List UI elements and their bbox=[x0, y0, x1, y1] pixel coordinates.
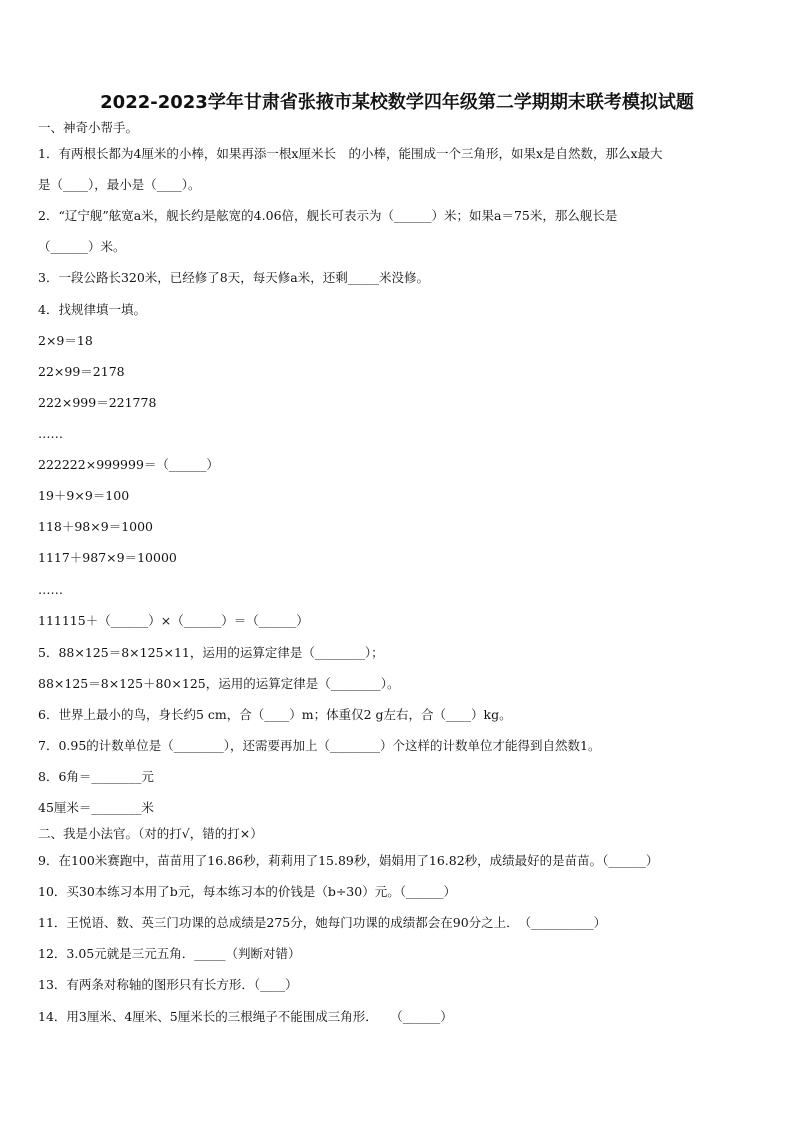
question-4-heading: 4．找规律填一填。 bbox=[38, 302, 146, 317]
question-6: 6．世界上最小的鸟，身长约5 cm，合（____）m；体重仅2 g左右，合（____）kg。 bbox=[38, 707, 512, 722]
question-7: 7．0.95的计数单位是（________），还需要再加上（________）个这样的计数单位才能得到自然数1。 bbox=[38, 738, 601, 753]
exam-title: 2022-2023学年甘肃省张掖市某校数学四年级第二学期期末联考模拟试题 bbox=[100, 92, 694, 113]
question-13: 13．有两条对称轴的图形只有长方形．（____） bbox=[38, 977, 298, 992]
pattern-line-6: 1117＋987×9＝10000 bbox=[38, 550, 177, 565]
question-2-line-1: 2．“辽宁舰”舷宽a米，舰长约是舷宽的4.06倍，舰长可表示为（______）米；如果a＝75米，那么舰长是 bbox=[38, 208, 618, 223]
question-5-line-2: 88×125＝8×125＋80×125，运用的运算定律是（________）。 bbox=[38, 676, 400, 691]
question-1-line-1: 1．有两根长都为4厘米的小棒，如果再添一根x厘米长 的小棒，能围成一个三角形，如果x是自然数，那么x最大 bbox=[38, 146, 663, 161]
pattern-answer-2: 111115＋（______）×（______）＝（______） bbox=[38, 613, 309, 628]
section-1-heading: 一、神奇小帮手。 bbox=[38, 120, 139, 135]
pattern-ellipsis-2: …… bbox=[38, 582, 63, 597]
question-14: 14．用3厘米、4厘米、5厘米长的三根绳子不能围成三角形． （______） bbox=[38, 1009, 453, 1024]
pattern-line-2: 22×99＝2178 bbox=[38, 364, 125, 379]
question-1-line-2: 是（____），最小是（____）。 bbox=[38, 177, 201, 192]
question-9: 9．在100米赛跑中，苗苗用了16.86秒，莉莉用了15.89秒，娟娟用了16.82秒，成绩最好的是苗苗。（______） bbox=[38, 853, 659, 868]
pattern-answer-1: 222222×999999＝（______） bbox=[38, 457, 219, 472]
question-3: 3．一段公路长320米，已经修了8天，每天修a米，还剩_____米没修。 bbox=[38, 270, 429, 285]
pattern-line-3: 222×999＝221778 bbox=[38, 395, 157, 410]
question-11: 11．王悦语、数、英三门功课的总成绩是275分，她每门功课的成绩都会在90分之上． （__________） bbox=[38, 915, 607, 930]
pattern-ellipsis-1: …… bbox=[38, 426, 63, 441]
question-10: 10．买30本练习本用了b元，每本练习本的价钱是（b÷30）元。（______） bbox=[38, 884, 456, 899]
pattern-line-4: 19＋9×9＝100 bbox=[38, 488, 130, 503]
question-5-line-1: 5．88×125＝8×125×11，运用的运算定律是（________）； bbox=[38, 645, 384, 660]
question-12: 12．3.05元就是三元五角．_____（判断对错） bbox=[38, 946, 301, 961]
pattern-line-5: 118＋98×9＝1000 bbox=[38, 519, 154, 534]
pattern-line-1: 2×9＝18 bbox=[38, 333, 93, 348]
question-2-line-2: （______）米。 bbox=[38, 239, 126, 254]
question-8-line-1: 8．6角＝________元 bbox=[38, 769, 154, 784]
section-2-heading: 二、我是小法官。（对的打√，错的打×） bbox=[38, 826, 263, 841]
question-8-line-2: 45厘米＝________米 bbox=[38, 800, 154, 815]
